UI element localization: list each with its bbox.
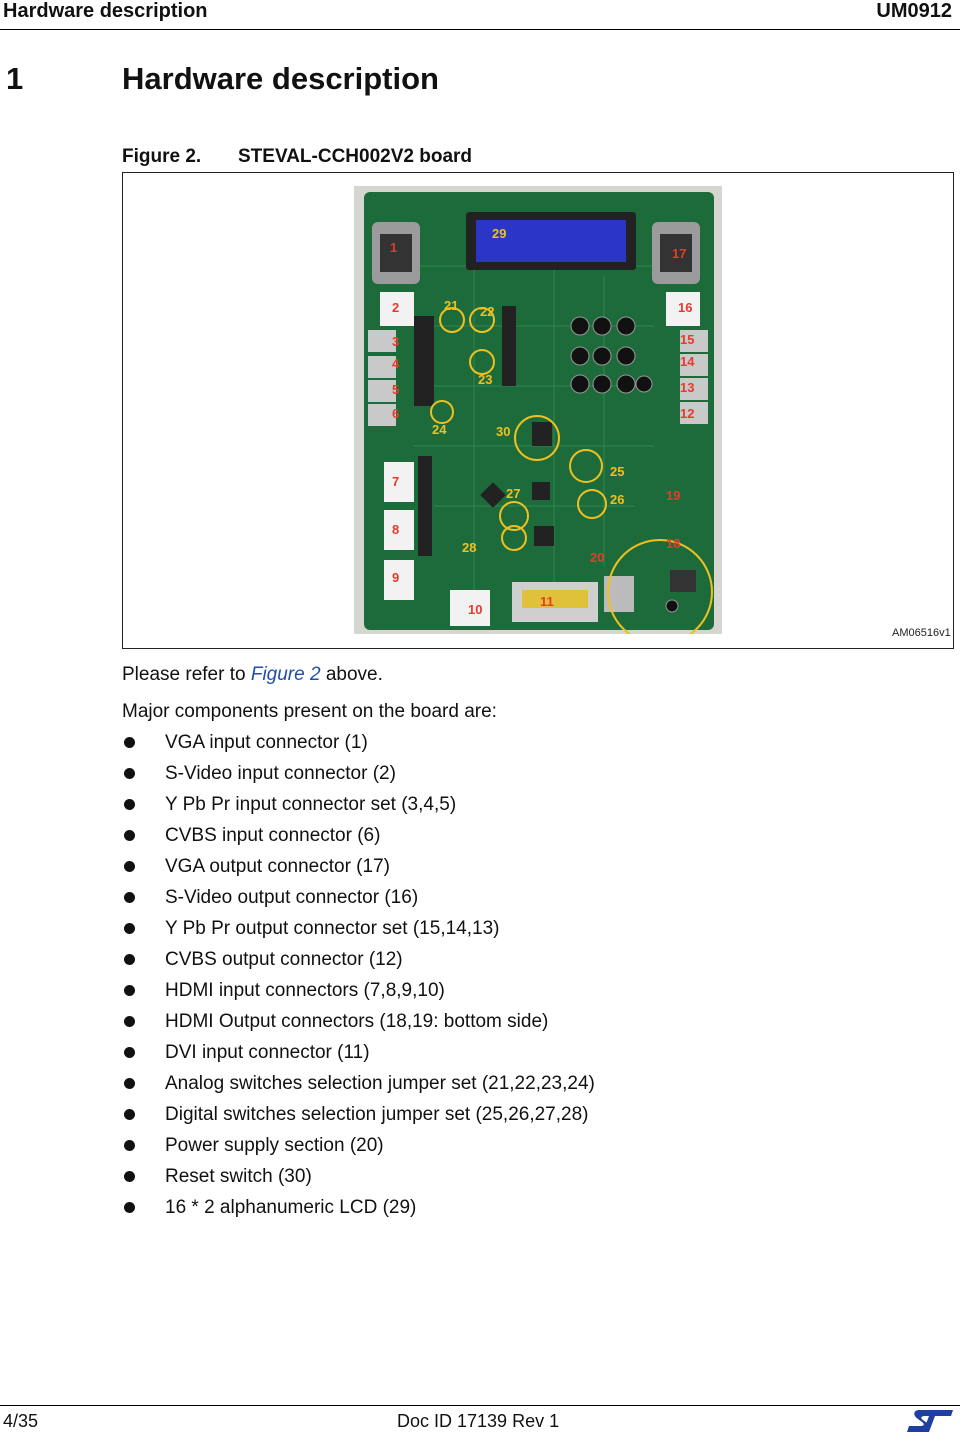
list-item: Power supply section (20) bbox=[122, 1131, 595, 1162]
list-item: Digital switches selection jumper set (25,26,27,28) bbox=[122, 1100, 595, 1131]
list-item: CVBS input connector (6) bbox=[122, 821, 595, 852]
svg-text:26: 26 bbox=[610, 492, 625, 507]
svg-text:7: 7 bbox=[392, 474, 400, 489]
intro-text: Major components present on the board are: bbox=[122, 701, 497, 722]
refer-sentence bbox=[122, 664, 383, 686]
page-number: 4/35 bbox=[3, 1411, 39, 1431]
svg-text:1: 1 bbox=[390, 240, 398, 255]
svg-text:23: 23 bbox=[478, 372, 493, 387]
svg-text:28: 28 bbox=[462, 540, 477, 555]
bullet-icon bbox=[124, 737, 135, 748]
st-logo-icon bbox=[905, 1408, 955, 1434]
svg-text:8: 8 bbox=[392, 522, 400, 537]
svg-text:24: 24 bbox=[432, 422, 447, 437]
bullet-icon bbox=[124, 861, 135, 872]
list-item: S-Video input connector (2) bbox=[122, 759, 595, 790]
header-rule bbox=[0, 29, 960, 30]
bullet-icon bbox=[124, 1109, 135, 1120]
bullet-icon bbox=[124, 954, 135, 965]
svg-text:30: 30 bbox=[496, 424, 511, 439]
list-item: Analog switches selection jumper set (21,22,23,24) bbox=[122, 1069, 595, 1100]
svg-text:9: 9 bbox=[392, 570, 400, 585]
refer-text-after: above. bbox=[320, 664, 383, 685]
running-header-left: Hardware description bbox=[3, 0, 208, 22]
svg-text:25: 25 bbox=[610, 464, 625, 479]
svg-text:10: 10 bbox=[468, 602, 483, 617]
bullet-icon bbox=[124, 1078, 135, 1089]
svg-text:11: 11 bbox=[540, 594, 554, 609]
svg-text:2: 2 bbox=[392, 300, 400, 315]
svg-text:3: 3 bbox=[392, 334, 400, 349]
figure-title: STEVAL-CCH002V2 board bbox=[238, 146, 473, 167]
list-item: HDMI Output connectors (18,19: bottom side) bbox=[122, 1007, 595, 1038]
list-item: 16 * 2 alphanumeric LCD (29) bbox=[122, 1193, 595, 1224]
bullet-icon bbox=[124, 1171, 135, 1182]
section-number: 1 bbox=[6, 61, 24, 96]
component-list bbox=[122, 728, 595, 1224]
svg-text:15: 15 bbox=[680, 332, 695, 347]
bullet-icon bbox=[124, 799, 135, 810]
svg-text:27: 27 bbox=[506, 486, 521, 501]
running-header-right: UM0912 bbox=[876, 0, 952, 22]
figure-label: Figure 2. bbox=[122, 146, 202, 167]
bullet-icon bbox=[124, 1047, 135, 1058]
svg-text:5: 5 bbox=[392, 382, 400, 397]
doc-id: Doc ID 17139 Rev 1 bbox=[397, 1411, 560, 1431]
bullet-icon bbox=[124, 1140, 135, 1151]
bullet-icon bbox=[124, 985, 135, 996]
svg-text:14: 14 bbox=[680, 354, 695, 369]
board-photo bbox=[354, 186, 722, 634]
bullet-icon bbox=[124, 830, 135, 841]
figure-id: AM06516v1 bbox=[892, 627, 951, 639]
list-item: DVI input connector (11) bbox=[122, 1038, 595, 1069]
figure-link[interactable]: Figure 2 bbox=[250, 664, 321, 685]
list-item: VGA input connector (1) bbox=[122, 728, 595, 759]
list-item: Y Pb Pr input connector set (3,4,5) bbox=[122, 790, 595, 821]
bullet-icon bbox=[124, 768, 135, 779]
svg-text:17: 17 bbox=[672, 246, 687, 261]
bullet-icon bbox=[124, 892, 135, 903]
bullet-icon bbox=[124, 923, 135, 934]
list-item: CVBS output connector (12) bbox=[122, 945, 595, 976]
footer-rule bbox=[0, 1405, 960, 1406]
list-item: S-Video output connector (16) bbox=[122, 883, 595, 914]
bullet-icon bbox=[124, 1016, 135, 1027]
svg-text:13: 13 bbox=[680, 380, 695, 395]
refer-text-before: Please refer to bbox=[122, 664, 251, 685]
svg-text:12: 12 bbox=[680, 406, 695, 421]
list-item: Reset switch (30) bbox=[122, 1162, 595, 1193]
svg-text:22: 22 bbox=[480, 304, 495, 319]
svg-text:16: 16 bbox=[678, 300, 693, 315]
svg-text:19: 19 bbox=[666, 488, 681, 503]
bullet-icon bbox=[124, 1202, 135, 1213]
list-item: Y Pb Pr output connector set (15,14,13) bbox=[122, 914, 595, 945]
svg-text:29: 29 bbox=[492, 226, 507, 241]
svg-text:21: 21 bbox=[444, 298, 459, 313]
list-item: HDMI input connectors (7,8,9,10) bbox=[122, 976, 595, 1007]
svg-text:20: 20 bbox=[590, 550, 605, 565]
svg-text:4: 4 bbox=[392, 356, 400, 371]
section-title: Hardware description bbox=[122, 61, 439, 96]
svg-text:18: 18 bbox=[666, 536, 681, 551]
svg-text:6: 6 bbox=[392, 406, 400, 421]
list-item: VGA output connector (17) bbox=[122, 852, 595, 883]
